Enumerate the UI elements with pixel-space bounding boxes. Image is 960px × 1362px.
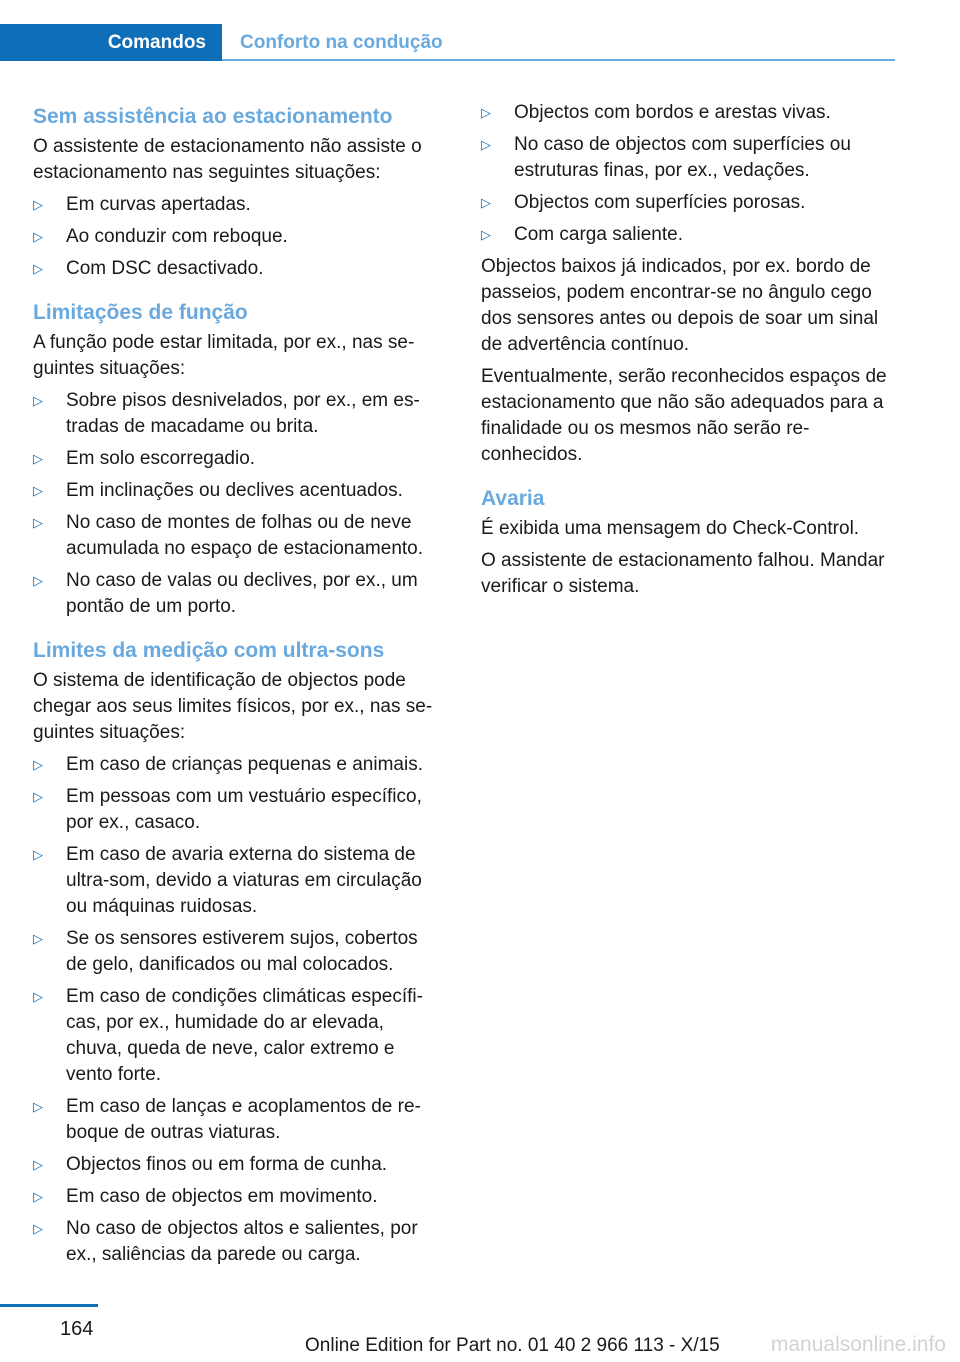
section-text: O assistente de estacionamento não assiste o estacionamento nas seguintes situações: (33, 136, 422, 183)
triangle-bullet-icon: ▷ (33, 989, 43, 1004)
section-title-limites-medicao: Limites da medição com ultra-sons (33, 639, 385, 662)
header-divider (222, 59, 895, 61)
bullet-list (33, 388, 443, 620)
triangle-bullet-icon: ▷ (33, 757, 43, 772)
list-item-text: Em caso de lanças e acoplamentos de reboque de outras viaturas. (66, 1096, 421, 1143)
triangle-bullet-icon: ▷ (481, 105, 491, 120)
list-item (481, 190, 895, 216)
left-column (33, 100, 443, 1274)
list-item (33, 224, 443, 250)
list-item-text: Em inclinações ou declives acentuados. (66, 480, 403, 501)
triangle-bullet-icon: ▷ (33, 1189, 43, 1204)
triangle-bullet-icon: ▷ (481, 137, 491, 152)
section-text: O sistema de identificação de objectos pode chegar aos seus limites físicos, por ex., nas seguintes situações: (33, 670, 433, 743)
list-item-text: Se os sensores estiverem sujos, cobertos de gelo, danificados ou mal colocados. (66, 928, 418, 975)
list-item-text: Em caso de avaria externa do sistema de ultra-som, devido a viaturas em circulação ou máquinas ruidosas. (66, 844, 422, 917)
list-item-text: No caso de valas ou declives, por ex., um pontão de um porto. (66, 570, 418, 617)
triangle-bullet-icon: ▷ (33, 789, 43, 804)
list-item-text: Em pessoas com um vestuário específico, por ex., casaco. (66, 786, 422, 833)
triangle-bullet-icon: ▷ (33, 393, 43, 408)
list-item (33, 446, 443, 472)
paragraph: É exibida uma mensagem do Check-Control. (481, 518, 860, 539)
paragraph: Objectos baixos já indicados, por ex. bordo de passeios, podem encontrar-se no ângulo cego dos sensores antes ou depois de soar um sinal de advertência contínuo. (481, 256, 879, 355)
list-item-text: Objectos com bordos e arestas vivas. (514, 102, 831, 123)
triangle-bullet-icon: ▷ (33, 931, 43, 946)
list-item-text: Em caso de crianças pequenas e animais. (66, 754, 423, 775)
section-title-sem-assistencia: Sem assistência ao estacionamento (33, 105, 393, 128)
bullet-list (33, 192, 443, 282)
triangle-bullet-icon: ▷ (33, 1099, 43, 1114)
list-item-text: Em curvas apertadas. (66, 194, 251, 215)
list-item (33, 256, 443, 282)
list-item (33, 388, 443, 440)
triangle-bullet-icon: ▷ (33, 1221, 43, 1236)
list-item-text: No caso de objectos com superfícies ou estruturas finas, por ex., vedações. (514, 134, 851, 181)
triangle-bullet-icon: ▷ (33, 229, 43, 244)
section-title-avaria: Avaria (481, 487, 545, 510)
list-item (33, 568, 443, 620)
section-title-limitacoes: Limitações de função (33, 301, 248, 324)
page-header (0, 0, 960, 64)
paragraph: O assistente de estacionamento falhou. Mandar verificar o sistema. (481, 550, 885, 597)
list-item-text: Em caso de condições climáticas específicas, por ex., humidade do ar elevada, chuva, queda de neve, calor extremo e vento forte. (66, 986, 423, 1085)
list-item-text: Ao conduzir com reboque. (66, 226, 288, 247)
triangle-bullet-icon: ▷ (33, 197, 43, 212)
list-item (33, 842, 443, 920)
paragraph: Eventualmente, serão reconhecidos espaços de estacionamento que não são adequados para a finalidade ou os mesmos não serão reconhecidos. (481, 366, 887, 465)
list-item (33, 1094, 443, 1146)
list-item (481, 100, 895, 126)
tab-conforto-na-conducao[interactable]: Conforto na condução (240, 31, 443, 53)
bullet-list (33, 752, 443, 1268)
list-item-text: Objectos finos ou em forma de cunha. (66, 1154, 388, 1175)
footer-rule (0, 1304, 98, 1307)
triangle-bullet-icon: ▷ (33, 847, 43, 862)
watermark: manualsonline.info (770, 1333, 946, 1356)
list-item (33, 1216, 443, 1268)
list-item (33, 478, 443, 504)
triangle-bullet-icon: ▷ (33, 1157, 43, 1172)
triangle-bullet-icon: ▷ (481, 195, 491, 210)
list-item-text: No caso de objectos altos e salientes, por ex., saliências da parede ou carga. (66, 1218, 418, 1265)
triangle-bullet-icon: ▷ (33, 451, 43, 466)
section-text: A função pode estar limitada, por ex., nas seguintes situações: (33, 332, 415, 379)
list-item-text: Objectos com superfícies porosas. (514, 192, 806, 213)
list-item (33, 192, 443, 218)
list-item (33, 926, 443, 978)
list-item (481, 132, 895, 184)
list-item-text: Com DSC desactivado. (66, 258, 264, 279)
edition-note: Online Edition for Part no. 01 40 2 966 113 - X/15 (305, 1335, 720, 1356)
list-item (33, 784, 443, 836)
list-item-text: Sobre pisos desnivelados, por ex., em estradas de macadame ou brita. (66, 390, 420, 437)
header-bar (0, 24, 895, 61)
triangle-bullet-icon: ▷ (33, 515, 43, 530)
list-item-text: Em caso de objectos em movimento. (66, 1186, 378, 1207)
list-item (33, 510, 443, 562)
list-item (33, 984, 443, 1088)
list-item (33, 1184, 443, 1210)
triangle-bullet-icon: ▷ (33, 483, 43, 498)
list-item-text: No caso de montes de folhas ou de neve acumulada no espaço de estacionamento. (66, 512, 424, 559)
right-column (481, 100, 895, 606)
list-item (481, 222, 895, 248)
triangle-bullet-icon: ▷ (33, 573, 43, 588)
list-item-text: Com carga saliente. (514, 224, 683, 245)
list-item (33, 1152, 443, 1178)
page-number: 164 (60, 1318, 94, 1340)
list-item (33, 752, 443, 778)
list-item-text: Em solo escorregadio. (66, 448, 256, 469)
triangle-bullet-icon: ▷ (33, 261, 43, 276)
tab-comandos[interactable]: Comandos (0, 24, 222, 61)
bullet-list (481, 100, 895, 248)
triangle-bullet-icon: ▷ (481, 227, 491, 242)
